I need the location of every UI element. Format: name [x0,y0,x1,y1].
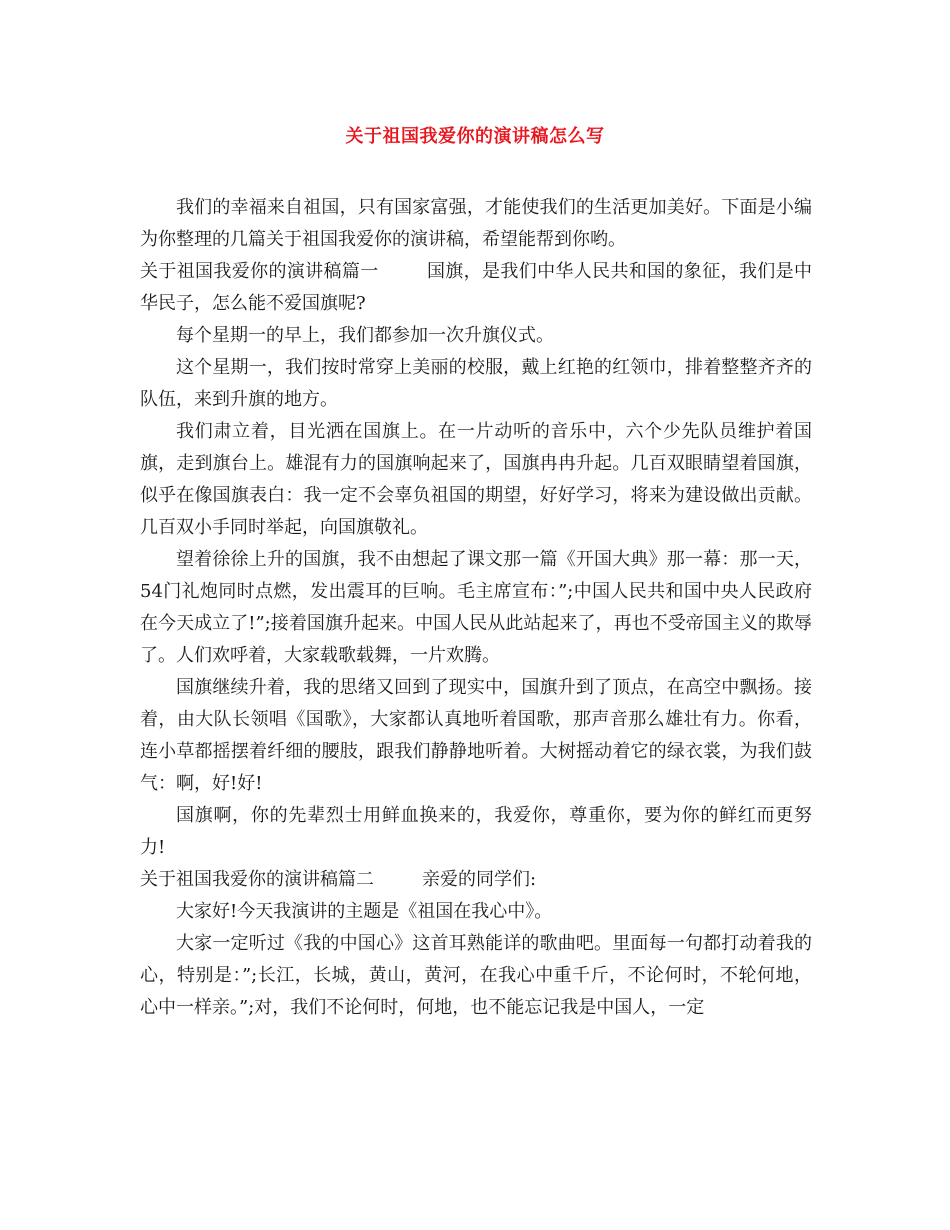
intro-paragraph: 我们的幸福来自祖国，只有国家富强，才能使我们的生活更加美好。下面是小编为你整理的几篇关于祖国我爱你的演讲稿，希望能帮到你哟。 [140,197,812,250]
part2-heading: 关于祖国我爱你的演讲稿篇二 [140,869,374,890]
part1-paragraph: 望着徐徐上升的国旗，我不由想起了课文那一篇《开国大典》那一幕：那一天，54门礼炮同时点燃，发出震耳的巨响。毛主席宣布：”;中国人民共和国中央人民政府在今天成立了!”;接着国旗升起来。中国人民从此站起来了，再也不受帝国主义的欺辱了。人们欢呼着，大家载歌载舞，一片欢腾。 [140,549,812,666]
part1-heading: 关于祖国我爱你的演讲稿篇一 [140,261,379,282]
part1-paragraph: 这个星期一，我们按时常穿上美丽的校服，戴上红艳的红领巾，排着整整齐齐的队伍，来到升旗的地方。 [140,357,812,410]
document-body [140,192,812,1024]
part2-heading-line [140,864,812,896]
part1-paragraph: 国旗啊，你的先辈烈士用鲜血换来的，我爱你，尊重你，要为你的鲜红而更努力! [140,805,812,858]
part2-paragraph: 大家好!今天我演讲的主题是《祖国在我心中》。 [176,901,553,922]
part1-heading-line [140,256,812,320]
part1-paragraph: 国旗继续升着，我的思绪又回到了现实中，国旗升到了顶点，在高空中飘扬。接着，由大队长领唱《国歌》，大家都认真地听着国歌，那声音那么雄壮有力。你看，连小草都摇摆着纤细的腰肢，跟我们静静地听着。大树摇动着它的绿衣裳，为我们鼓气：啊，好!好! [140,677,812,794]
part2-lead: 亲爱的同学们: [422,869,537,890]
part1-lead: 国旗，是我们中华人民共和国的象征，我们是中华民子，怎么能不爱国旗呢? [140,261,813,314]
part1-paragraph: 每个星期一的早上，我们都参加一次升旗仪式。 [176,325,554,346]
document-title: 关于祖国我爱你的演讲稿怎么写 [345,126,605,147]
part2-paragraph: 大家一定听过《我的中国心》这首耳熟能详的歌曲吧。里面每一句都打动着我的心，特别是：”;长江，长城，黄山，黄河，在我心中重千斤，不论何时，不轮何地，心中一样亲。”;对，我们不论何时，何地，也不能忘记我是中国人，一定 [140,933,812,1018]
part1-paragraph: 我们肃立着，目光洒在国旗上。在一片动听的音乐中，六个少先队员维护着国旗，走到旗台上。雄混有力的国旗响起来了，国旗冉冉升起。几百双眼睛望着国旗，似乎在像国旗表白：我一定不会辜负祖国的期望，好好学习，将来为建设做出贡献。几百双小手同时举起，向国旗敬礼。 [140,421,812,538]
